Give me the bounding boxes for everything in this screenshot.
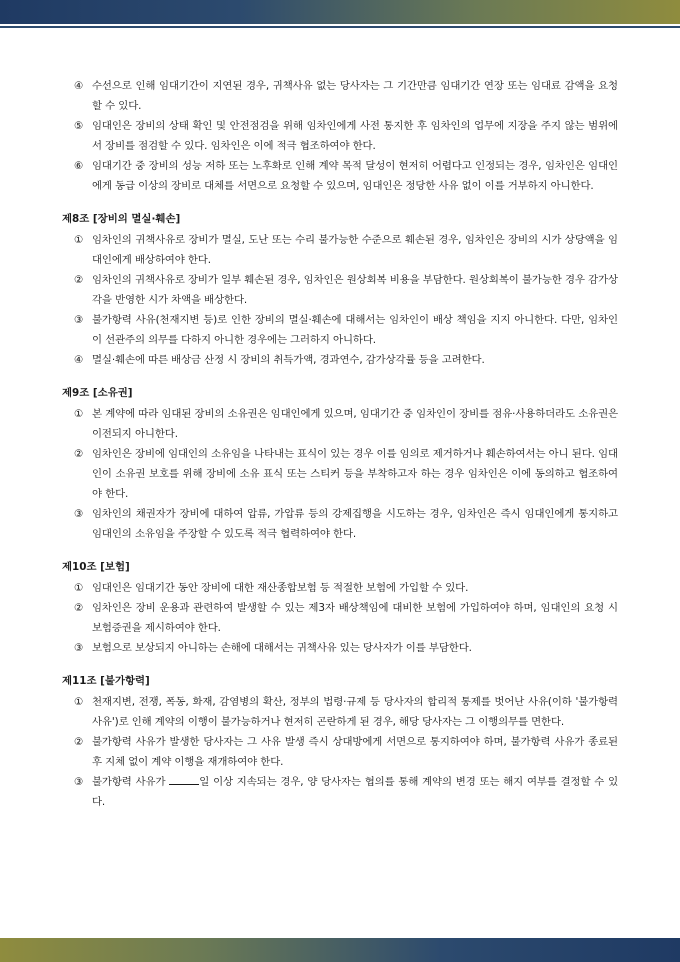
clause-number: ④ xyxy=(74,354,84,366)
clause-text: 불가항력 사유가 xyxy=(92,776,166,788)
clause-text: 임차인의 귀책사유로 장비가 일부 훼손된 경우, 임차인은 원상회복 비용을 부담한다. 원상회복이 불가능한 경우 감가상각을 반영한 시가 차액을 배상한다. xyxy=(92,274,618,306)
clause-number: ② xyxy=(74,448,84,460)
clause-number: ② xyxy=(74,274,84,286)
clause-item xyxy=(62,156,618,196)
clause-text: 임차인은 장비에 임대인의 소유임을 나타내는 표식이 있는 경우 이를 임의로 제거하거나 훼손하여서는 아니 된다. 임대인이 소유권 보호를 위해 장비에 소유 표식 또는 스티커 등을 부착하고자 하는 경우 임차인은 이에 동의하고 협조하여야 한다. xyxy=(92,448,618,500)
clause-item xyxy=(62,598,618,638)
clause-item xyxy=(62,230,618,270)
clause-text: 임차인의 채권자가 장비에 대하여 압류, 가압류 등의 강제집행을 시도하는 경우, 임차인은 즉시 임대인에게 통지하고 임대인의 소유임을 주장할 수 있도록 적극 협력하여야 한다. xyxy=(92,508,618,540)
clause-text: 멸실·훼손에 따른 배상금 산정 시 장비의 취득가액, 경과연수, 감가상각률 등을 고려한다. xyxy=(92,354,485,366)
article-10-heading: 제10조 [보험] xyxy=(62,561,130,573)
clause-number: ⑥ xyxy=(74,160,84,172)
clause-number: ③ xyxy=(74,776,84,788)
clause-item xyxy=(62,732,618,772)
clause-text: 임대기간 중 장비의 성능 저하 또는 노후화로 인해 계약 목적 달성이 현저히 어렵다고 인정되는 경우, 임차인은 임대인에게 동급 이상의 장비로 대체를 서면으로 요청할 수 있으며, 임대인은 정당한 사유 없이 이를 거부하지 아니한다. xyxy=(92,160,618,192)
clause-number: ① xyxy=(74,696,84,708)
clause-number: ② xyxy=(74,602,84,614)
clause-text: 임대인은 임대기간 동안 장비에 대한 재산종합보험 등 적절한 보험에 가입할 수 있다. xyxy=(92,582,469,594)
clause-number: ③ xyxy=(74,314,84,326)
clause-text: 임대인은 장비의 상태 확인 및 안전점검을 위해 임차인에게 사전 통지한 후 임차인의 업무에 지장을 주지 않는 범위에서 장비를 점검할 수 있다. 임차인은 이에 적극 협조하여야 한다. xyxy=(92,120,618,152)
clause-text: 천재지변, 전쟁, 폭동, 화재, 감염병의 확산, 정부의 법령·규제 등 당사자의 합리적 통제를 벗어난 사유(이하 '불가항력 사유')로 인해 계약의 이행이 불가능하거나 현저히 곤란하게 된 경우, 해당 당사자는 그 이행의무를 면한다. xyxy=(92,696,618,728)
clause-item xyxy=(62,76,618,116)
clause-number: ④ xyxy=(74,80,84,92)
clause-number: ① xyxy=(74,234,84,246)
clause-item xyxy=(62,578,618,598)
clause-item xyxy=(62,772,618,812)
clause-text: 임차인의 귀책사유로 장비가 멸실, 도난 또는 수리 불가능한 수준으로 훼손된 경우, 임차인은 장비의 시가 상당액을 임대인에게 배상하여야 한다. xyxy=(92,234,618,266)
clause-item xyxy=(62,116,618,156)
clause-number: ③ xyxy=(74,642,84,654)
clause-number: ① xyxy=(74,408,84,420)
clause-item xyxy=(62,638,618,658)
clause-text: 일 이상 지속되는 경우, 양 당사자는 협의를 통해 계약의 변경 또는 해지 여부를 결정할 수 있다. xyxy=(92,776,619,808)
clause-text: 불가항력 사유(천재지변 등)로 인한 장비의 멸실·훼손에 대해서는 임차인이 배상 책임을 지지 아니한다. 다만, 임차인이 선관주의 의무를 다하지 아니한 경우에는 그러하지 아니하다. xyxy=(92,314,618,346)
clause-text: 본 계약에 따라 임대된 장비의 소유권은 임대인에게 있으며, 임대기간 중 임차인이 장비를 점유·사용하더라도 소유권은 이전되지 아니한다. xyxy=(92,408,618,440)
clause-text: 보험으로 보상되지 아니하는 손해에 대해서는 귀책사유 있는 당사자가 이를 부담한다. xyxy=(92,642,472,654)
clause-item xyxy=(62,310,618,350)
clause-number: ⑤ xyxy=(74,120,84,132)
clause-number: ③ xyxy=(74,508,84,520)
header-rule xyxy=(0,26,680,28)
clause-item xyxy=(62,504,618,544)
footer-color-bar xyxy=(0,938,680,962)
article-11-heading: 제11조 [불가항력] xyxy=(62,675,150,687)
clause-item xyxy=(62,270,618,310)
header-color-bar xyxy=(0,0,680,24)
clause-item xyxy=(62,692,618,732)
article-8-heading: 제8조 [장비의 멸실·훼손] xyxy=(62,213,181,225)
blank-days-field[interactable] xyxy=(169,772,199,785)
clause-item xyxy=(62,350,618,370)
clause-number: ② xyxy=(74,736,84,748)
clause-text: 임차인은 장비 운용과 관련하여 발생할 수 있는 제3자 배상책임에 대비한 보험에 가입하여야 하며, 임대인의 요청 시 보험증권을 제시하여야 한다. xyxy=(92,602,618,634)
clause-number: ① xyxy=(74,582,84,594)
clause-text: 수선으로 인해 임대기간이 지연된 경우, 귀책사유 없는 당사자는 그 기간만큼 임대기간 연장 또는 임대료 감액을 요청할 수 있다. xyxy=(92,80,618,112)
clause-item xyxy=(62,404,618,444)
document-body xyxy=(62,76,618,812)
clause-item xyxy=(62,444,618,504)
clause-text: 불가항력 사유가 발생한 당사자는 그 사유 발생 즉시 상대방에게 서면으로 통지하여야 하며, 불가항력 사유가 종료된 후 지체 없이 계약 이행을 재개하여야 한다. xyxy=(92,736,618,768)
article-9-heading: 제9조 [소유권] xyxy=(62,387,133,399)
